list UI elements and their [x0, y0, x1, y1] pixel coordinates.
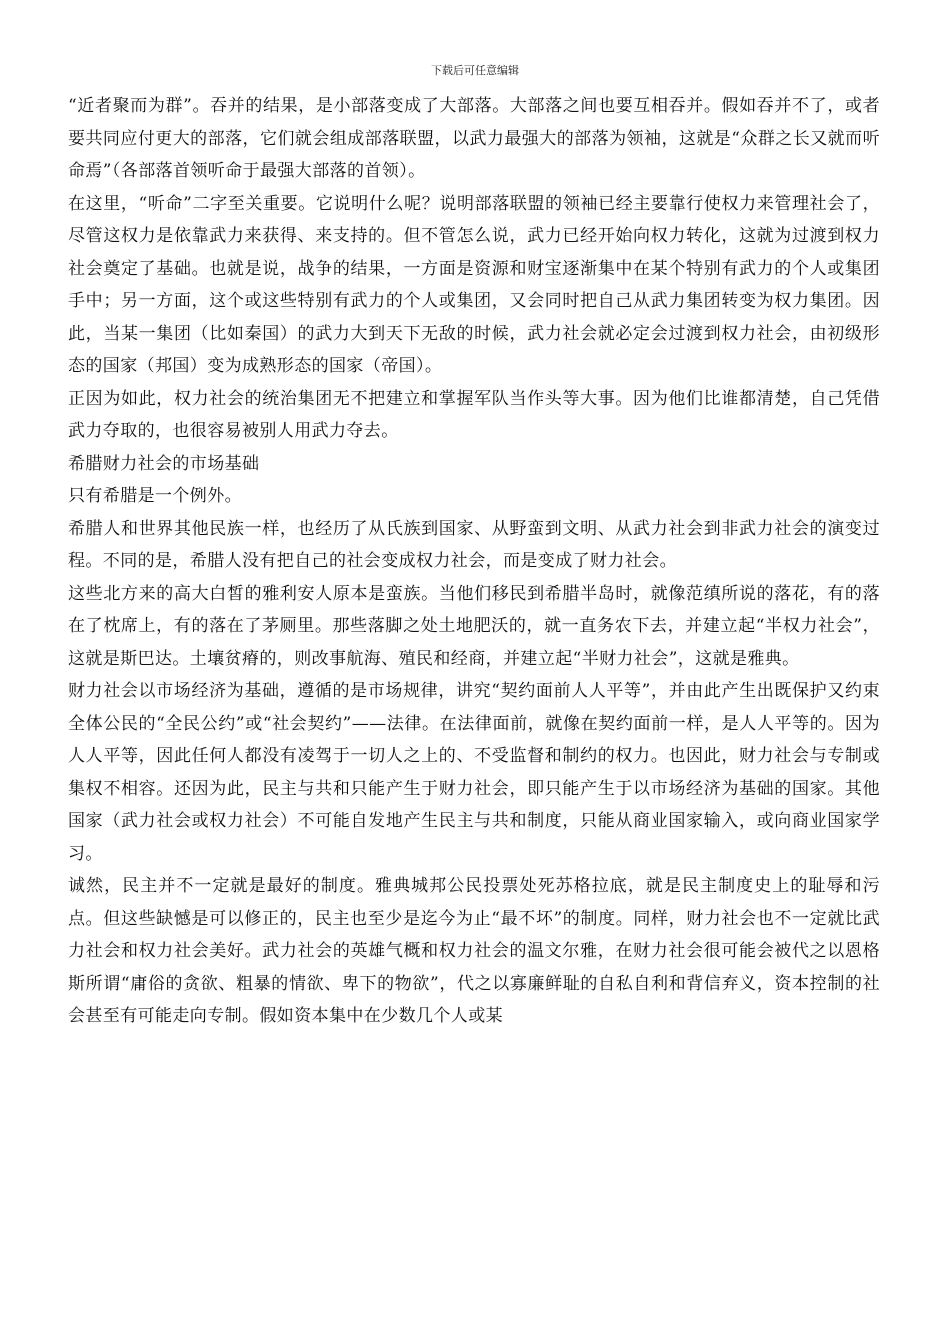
paragraph: 正因为如此，权力社会的统治集团无不把建立和掌握军队当作头等大事。因为他们比谁都清楚，自己凭借武力夺取的，也很容易被别人用武力夺去。 [68, 388, 880, 441]
document-body [68, 90, 880, 1033]
section-heading: 希腊财力社会的市场基础 [68, 453, 260, 474]
paragraph: 在这里，“听命”二字至关重要。它说明什么呢？说明部落联盟的领袖已经主要靠行使权力来管理社会了，尽管这权力是依靠武力来获得、来支持的。但不管怎么说，武力已经开始向权力转化，这就为过渡到权力社会奠定了基础。也就是说，战争的结果，一方面是资源和财宝逐渐集中在某个特别有武力的个人或集团手中；另一方面，这个或这些特别有武力的个人或集团，又会同时把自己从武力集团转变为权力集团。因此，当某一集团（比如秦国）的武力大到天下无敌的时候，武力社会就必定会过渡到权力社会，由初级形态的国家（邦国）变为成熟形态的国家（帝国）。 [68, 193, 880, 376]
paragraph: 这些北方来的高大白皙的雅利安人原本是蛮族。当他们移民到希腊半岛时，就像范缜所说的落花，有的落在了枕席上，有的落在了茅厕里。那些落脚之处土地肥沃的，就一直务农下去，并建立起“半权力社会”，这就是斯巴达。土壤贫瘠的，则改事航海、殖民和经商，并建立起“半财力社会”，这就是雅典。 [68, 583, 880, 669]
paragraph: “近者聚而为群”。吞并的结果，是小部落变成了大部落。大部落之间也要互相吞并。假如吞并不了，或者要共同应付更大的部落，它们就会组成部落联盟，以武力最强大的部落为领袖，这就是“众群之长又就而听命焉”（各部落首领听命于最强大部落的首领）。 [68, 96, 880, 181]
paragraph: 希腊人和世界其他民族一样，也经历了从氏族到国家、从野蛮到文明、从武力社会到非武力社会的演变过程。不同的是，希腊人没有把自己的社会变成权力社会，而是变成了财力社会。 [68, 518, 880, 571]
paragraph: 只有希腊是一个例外。 [68, 486, 242, 506]
paragraph: 财力社会以市场经济为基础，遵循的是市场规律，讲究“契约面前人人平等”，并由此产生出既保护又约束全体公民的“全民公约”或“社会契约”——法律。在法律面前，就像在契约面前一样，是人人平等的。因为人人平等，因此任何人都没有凌驾于一切人之上的、不受监督和制约的权力。也因此，财力社会与专制或集权不相容。还因为此，民主与共和只能产生于财力社会，即只能产生于以市场经济为基础的国家。其他国家（武力社会或权力社会）不可能自发地产生民主与共和制度，只能从商业国家输入，或向商业国家学习。 [68, 681, 880, 864]
paragraph: 诚然，民主并不一定就是最好的制度。雅典城邦公民投票处死苏格拉底，就是民主制度史上的耻辱和污点。但这些缺憾是可以修正的，民主也至少是迄今为止“最不坏”的制度。同样，财力社会也不一定就比武力社会和权力社会美好。武力社会的英雄气概和权力社会的温文尔雅，在财力社会很可能会被代之以恩格斯所谓“庸俗的贪欲、粗暴的情欲、卑下的物欲”，代之以寡廉鲜耻的自私自利和背信弃义，资本控制的社会甚至有可能走向专制。假如资本集中在少数几个人或某 [68, 876, 880, 1026]
page-header: 下载后可任意编辑 [431, 64, 519, 77]
